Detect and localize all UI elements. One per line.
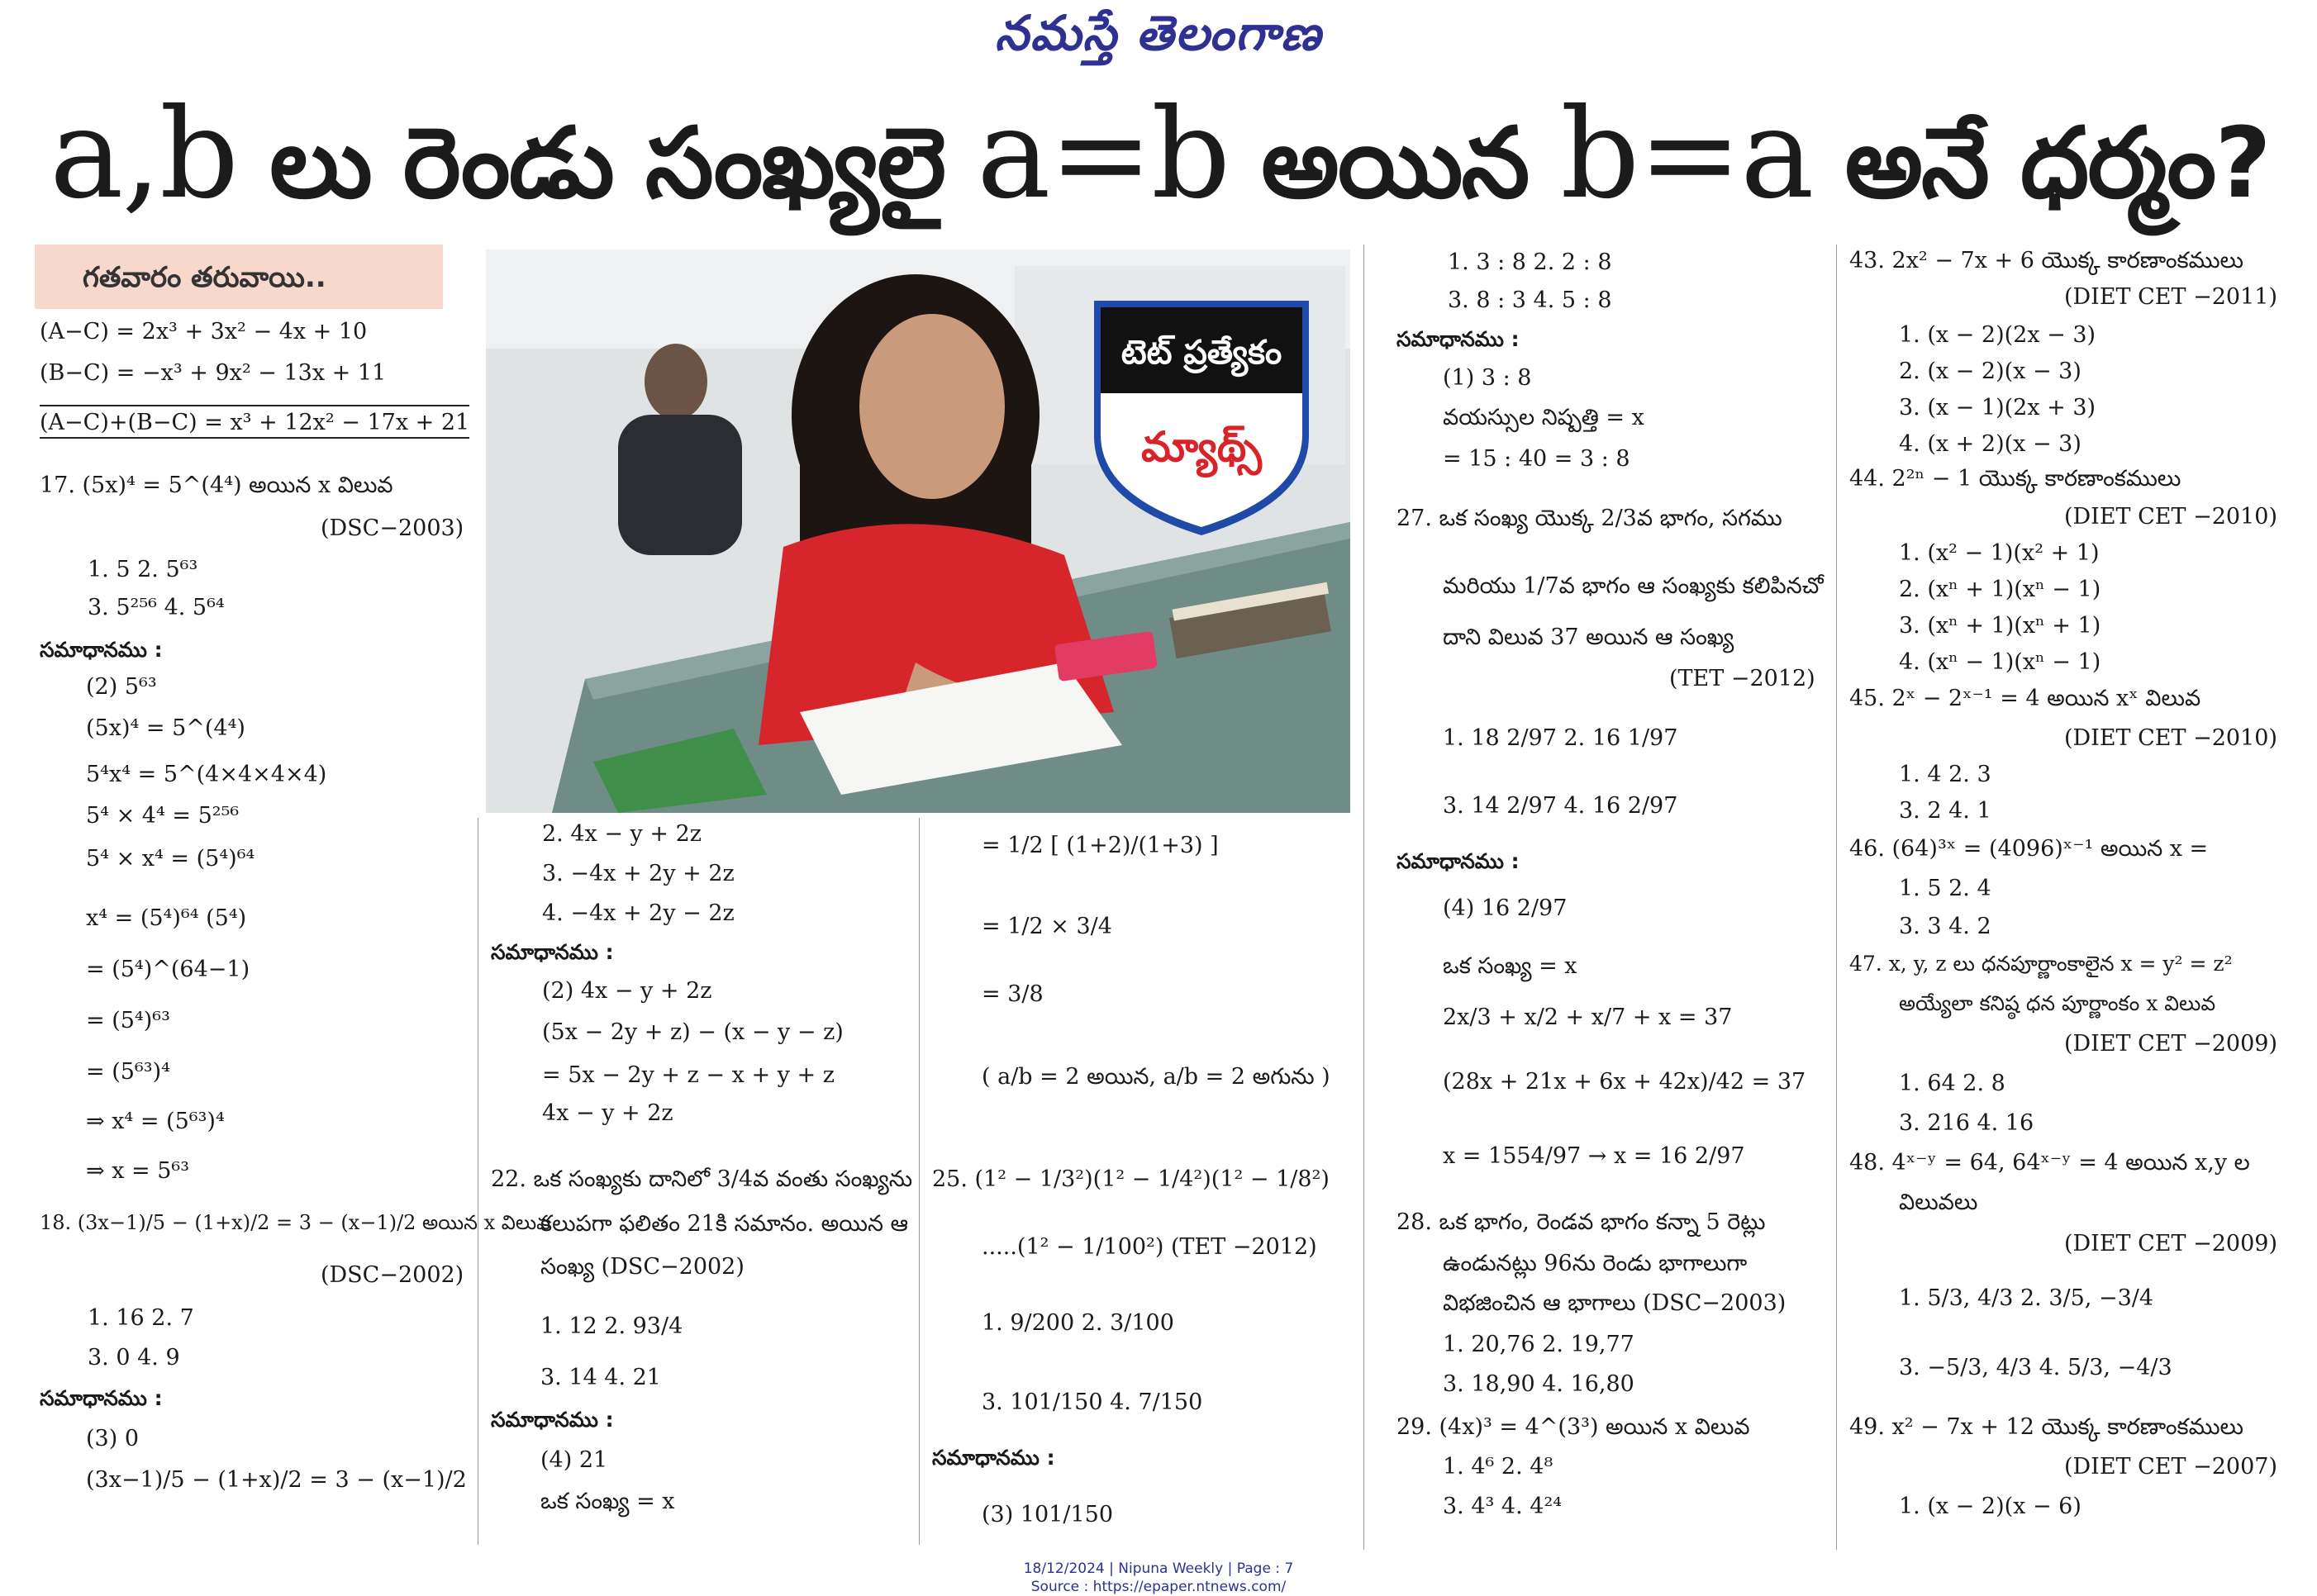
text-line: = 1/2 [ (1+2)/(1+3) ] [982,833,1219,858]
column-4 [1396,245,1831,1550]
text-line: .....(1² − 1/100²) (TET −2012) [982,1234,1317,1260]
text-line: (2) 5⁶³ [86,674,157,700]
text-line: (5x)⁴ = 5^(4⁴) [86,715,245,741]
text-line: 2. (xⁿ + 1)(xⁿ − 1) [1899,577,2101,602]
text-line: (DIET CET −2010) [2064,504,2277,530]
text-line: 3. 0 4. 9 [88,1345,180,1370]
text-line: వయస్సుల నిష్పత్తి = x [1443,405,1644,430]
text-line: 1. 12 2. 93/4 [540,1313,683,1339]
text-line: = (5⁴)⁶³ [86,1008,170,1033]
text-line: (2) 4x − y + 2z [542,978,712,1004]
text-line: (1) 3 : 8 [1443,365,1532,391]
text-line: (TET −2012) [1669,666,1815,691]
text-line: 2. (x − 2)(x − 3) [1899,359,2081,384]
headline-part4: అయిన [1229,106,1561,220]
text-line: (3x−1)/5 − (1+x)/2 = 3 − (x−1)/2 [86,1467,467,1493]
badge-line1: టెట్ ప్రత్యేకం [1120,334,1282,372]
text-line: దాని విలువ 37 అయిన ఆ సంఖ్య [1443,625,1734,650]
text-line: (DSC−2002) [321,1262,464,1288]
text-line: = 1/2 × 3/4 [982,914,1112,939]
column-divider [919,818,920,1545]
text-line: 3. 18,90 4. 16,80 [1443,1371,1634,1397]
text-line: 22. ఒక సంఖ్యకు దానిలో 3/4వ వంతు సంఖ్యను [491,1166,913,1192]
text-line: 4. (xⁿ − 1)(xⁿ − 1) [1899,649,2101,675]
text-line: = (5⁶³)⁴ [86,1059,170,1085]
text-line: (A−C) = 2x³ + 3x² − 4x + 10 [40,319,368,344]
text-line: 5⁴x⁴ = 5^(4×4×4×4) [86,762,327,787]
text-line: 27. ఒక సంఖ్య యొక్క 2/3వ భాగం, సగము [1396,506,1782,531]
text-line: ⇒ x = 5⁶³ [86,1158,190,1184]
text-line: (4) 16 2/97 [1443,895,1568,921]
answer-label: సమాధానము : [491,940,614,964]
text-line: 44. 2²ⁿ − 1 యొక్క కారణాంకములు [1849,466,2181,492]
text-line: (DIET CET −2009) [2064,1231,2277,1256]
column-divider [1836,245,1837,1550]
text-line: 47. x, y, z లు ధనపూర్ణాంకాలైన x = y² = z² [1849,952,2233,976]
text-line: 43. 2x² − 7x + 6 యొక్క కారణాంకములు [1849,248,2244,273]
text-line: ⇒ x⁴ = (5⁶³)⁴ [86,1109,225,1134]
text-line: 4x − y + 2z [542,1100,673,1126]
text-line: 3. 101/150 4. 7/150 [982,1389,1203,1415]
text-line: 1. 20,76 2. 19,77 [1443,1332,1634,1357]
previous-week-text: గతవారం తరువాయి.. [83,261,326,294]
text-line: 46. (64)³ˣ = (4096)ˣ⁻¹ అయిన x = [1849,836,2209,862]
headline-part2: లు రెండు సంఖ్యలై [237,106,978,220]
text-line: 1. 3 : 8 2. 2 : 8 [1448,249,1612,275]
text-line: 25. (1² − 1/3²)(1² − 1/4²)(1² − 1/8²) [932,1166,1330,1192]
text-line: 45. 2ˣ − 2ˣ⁻¹ = 4 అయిన xˣ విలువ [1849,686,2201,711]
text-line: 3. −4x + 2y + 2z [542,861,735,886]
text-line: 1. 5 2. 5⁶³ [88,557,198,582]
text-line: 3. 14 2/97 4. 16 2/97 [1443,793,1678,819]
text-line: ఉండునట్లు 96ను రెండు భాగాలుగా [1443,1251,1748,1276]
text-line: 1. 16 2. 7 [88,1305,194,1331]
footer-source-line: Source : https://epaper.ntnews.com/ [1030,1579,1287,1596]
text-line: (4) 21 [540,1447,608,1473]
text-line: కలుపగా ఫలితం 21కి సమానం. అయిన ఆ [540,1211,909,1237]
text-line: 4. (x + 2)(x − 3) [1899,431,2081,457]
column-divider [1363,245,1364,1550]
text-line: 1. 5/3, 4/3 2. 3/5, −3/4 [1899,1285,2154,1311]
column-5 [1849,245,2312,1550]
previous-week-label [35,245,443,309]
text-line: (DSC−2003) [321,515,464,541]
text-line: (3) 101/150 [982,1502,1113,1527]
answer-label: సమాధానము : [40,1386,163,1410]
headline-part5: b=a [1560,83,1813,226]
text-line: 1. 5 2. 4 [1899,876,1991,901]
text-line: 1. 64 2. 8 [1899,1071,2005,1096]
text-line: 3. 5²⁵⁶ 4. 5⁶⁴ [88,595,225,620]
text-line: (5x − 2y + z) − (x − y − z) [542,1019,844,1045]
text-line: 17. (5x)⁴ = 5^(4⁴) అయిన x విలువ [40,473,393,498]
text-line: (3) 0 [86,1426,140,1451]
text-line: (DIET CET −2009) [2064,1031,2277,1057]
text-line: 29. (4x)³ = 4^(3³) అయిన x విలువ [1396,1414,1750,1440]
text-line: 5⁴ × 4⁴ = 5²⁵⁶ [86,803,240,829]
answer-label: సమాధానము : [932,1446,1055,1470]
text-line: విలువలు [1899,1190,1978,1215]
text-line: 1. 4⁶ 2. 4⁸ [1443,1454,1553,1480]
text-line: 3. 4³ 4. 4²⁴ [1443,1494,1563,1519]
text-line: 3. (xⁿ + 1)(xⁿ + 1) [1899,613,2101,639]
text-line: ( a/b = 2 అయిన, a/b = 2 అగును ) [982,1064,1330,1090]
text-line: 3. 3 4. 2 [1899,914,1991,939]
text-line: (A−C)+(B−C) = x³ + 12x² − 17x + 21 [40,405,469,439]
tet-special-badge [1089,296,1314,540]
text-line: 5⁴ × x⁴ = (5⁴)⁶⁴ [86,846,255,872]
text-line: = 5x − 2y + z − x + y + z [542,1062,835,1088]
text-line: 2x/3 + x/2 + x/7 + x = 37 [1443,1005,1733,1030]
text-line: 3. 216 4. 16 [1899,1110,2034,1136]
text-line: 3. −5/3, 4/3 4. 5/3, −4/3 [1899,1355,2172,1380]
text-line: x = 1554/97 → x = 16 2/97 [1443,1143,1745,1169]
headline-part1: a,b [50,83,238,226]
text-line: 1. 4 2. 3 [1899,762,1991,787]
masthead: నమస్తే తెలంగాణ [995,5,1322,61]
text-line: మరియు 1/7వ భాగం ఆ సంఖ్యకు కలిపినచో [1443,573,1824,599]
text-line: 3. 2 4. 1 [1899,798,1991,824]
text-line: విభజించిన ఆ భాగాలు (DSC−2003) [1443,1290,1787,1316]
headline-part3: a=b [977,83,1230,226]
text-line: సంఖ్య (DSC−2002) [540,1254,745,1280]
column-3 [932,818,1358,1549]
text-line: 1. 9/200 2. 3/100 [982,1310,1174,1336]
text-line: (B−C) = −x³ + 9x² − 13x + 11 [40,360,387,386]
answer-label: సమాధానము : [40,638,163,662]
text-line: = (5⁴)^(64−1) [86,957,250,982]
text-line: 3. (x − 1)(2x + 3) [1899,395,2096,420]
text-line: 4. −4x + 2y − 2z [542,900,735,926]
text-line: 2. 4x − y + 2z [542,821,702,847]
text-line: ఒక సంఖ్య = x [1443,953,1577,979]
text-line: = 15 : 40 = 3 : 8 [1443,446,1630,472]
text-line: ఒక సంఖ్య = x [540,1489,675,1514]
column-1 [40,312,551,1551]
text-line: 1. (x − 2)(2x − 3) [1899,322,2096,348]
text-line: (DIET CET −2010) [2064,725,2277,751]
column-2 [491,818,912,1549]
text-line: (DIET CET −2007) [2064,1454,2277,1480]
text-line: 48. 4ˣ⁻ʸ = 64, 64ˣ⁻ʸ = 4 అయిన x,y ల [1849,1150,2250,1176]
text-line: 28. ఒక భాగం, రెండవ భాగం కన్నా 5 రెట్లు [1396,1209,1766,1235]
answer-label: సమాధానము : [1396,327,1520,351]
text-line: (28x + 21x + 6x + 42x)/42 = 37 [1443,1069,1806,1095]
text-line: అయ్యేలా కనిష్ఠ ధన పూర్ణాంకం x విలువ [1899,991,2216,1015]
page-footer [0,1560,2317,1596]
headline [50,83,2281,244]
text-line: 1. 18 2/97 2. 16 1/97 [1443,725,1678,751]
text-line: (DIET CET −2011) [2064,284,2277,310]
text-line: 1. (x − 2)(x − 6) [1899,1494,2081,1519]
headline-part6: అనే ధర్మం? [1812,106,2270,220]
text-line: = 3/8 [982,981,1044,1007]
text-line: 49. x² − 7x + 12 యొక్క కారణాంకములు [1849,1414,2244,1440]
text-line: x⁴ = (5⁴)⁶⁴ (5⁴) [86,905,247,931]
text-line: 18. (3x−1)/5 − (1+x)/2 = 3 − (x−1)/2 అయిన x విలువ [40,1211,551,1234]
answer-label: సమాధానము : [491,1408,614,1432]
footer-date-line: 18/12/2024 | Nipuna Weekly | Page : 7 [1023,1560,1294,1577]
text-line: 3. 8 : 3 4. 5 : 8 [1448,287,1612,313]
answer-label: సమాధానము : [1396,849,1520,873]
text-line: 3. 14 4. 21 [540,1365,661,1390]
badge-line2: మ్యాథ్స్ [1141,423,1262,471]
text-line: 1. (x² − 1)(x² + 1) [1899,540,2100,566]
